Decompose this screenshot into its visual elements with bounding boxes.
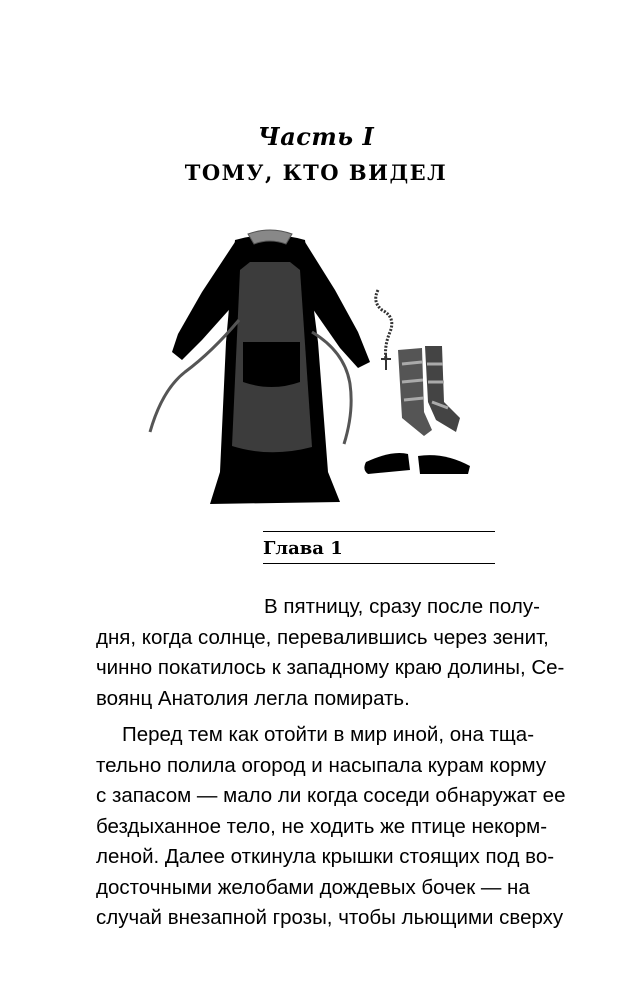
shoe-left: [364, 453, 410, 474]
text-line: леной. Далее откинула крышки стоящих под во-: [96, 845, 555, 868]
text-line: бездыханное тело, не ходить же птице некорм-: [96, 814, 548, 838]
text-line: тельно полила огород и насыпала курам корму: [96, 753, 547, 777]
text-line: случай внезапной грозы, чтобы льющими сверху: [96, 906, 564, 929]
body-text: [96, 592, 566, 934]
rosary: [376, 290, 392, 360]
text-line: Перед тем как отойти в мир иной, она тща-: [122, 723, 535, 746]
part-label: Часть I: [257, 122, 375, 151]
cross-icon: [381, 354, 391, 370]
text-line: воянц Анатолия легла помирать.: [96, 686, 410, 710]
chapter-rule-top: [263, 531, 495, 532]
part-title: ТОМУ, КТО ВИДЕЛ: [184, 160, 448, 185]
text-line: В пятницу, сразу после полу-: [264, 595, 540, 618]
chapter-title: Глава 1: [263, 538, 343, 559]
paragraph-1: [96, 592, 565, 714]
text-line: досточными желобами дождевых бочек — на: [96, 875, 530, 899]
text-line: чинно покатилось к западному краю долины, Се-: [96, 656, 565, 679]
apron-pocket: [243, 342, 300, 387]
chapter-illustration: [140, 222, 480, 512]
chapter-rule-bottom: [263, 563, 495, 564]
shoe-right: [418, 455, 470, 474]
sock-right: [425, 346, 460, 432]
paragraph-2: [96, 720, 566, 934]
text-line: дня, когда солнце, перевалившись через зенит,: [96, 625, 549, 649]
text-line: с запасом — мало ли когда соседи обнаружат ее: [96, 784, 566, 807]
